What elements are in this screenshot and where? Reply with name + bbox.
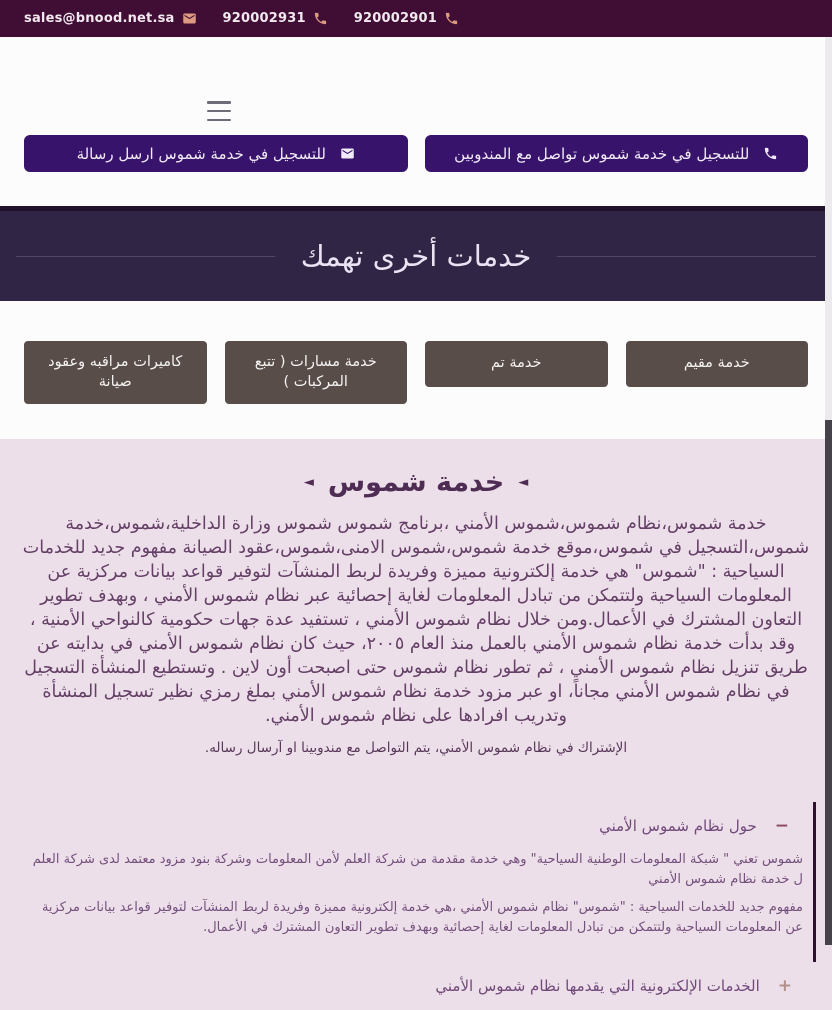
accordion-title-eservices: الخدمات الإلكترونية التي يقدمها نظام شموس الأمني [435,977,760,996]
accordion-body-about [16,846,813,958]
shomoos-section [0,439,832,1010]
service-button-masarat[interactable]: خدمة مسارات ( تتبع المركبات ) [225,341,408,404]
shomoos-subscribe-note: الإشتراك في نظام شموس الأمني، يتم التواصل مع مندوبينا او آرسال رساله. [204,740,628,757]
collapse-minus-icon: − [774,816,789,837]
email-text: sales@bnood.net.sa [24,11,175,26]
other-services-section [0,206,832,301]
accordion-about-paragraph-1: شموس تعني " شبكة المعلومات الوطنية السياحية" وهي خدمة مقدمة من شركة العلم لأمن المعلومات وشركة بنود مزود معتمد لدى شركة العلم ل خدمة نظام شموس الأمني [32,852,803,888]
register-contact-reps-label: للتسجيل في خدمة شموس تواصل مع المندوبين [454,144,750,163]
expand-plus-icon: + [777,976,792,997]
top-contact-bar [0,0,832,37]
accordion-item-about [16,802,816,962]
service-buttons-row [0,301,832,439]
faq-accordion [16,802,816,1010]
vertical-scrollbar[interactable] [825,37,832,945]
service-button-tamm[interactable]: خدمة تم [425,341,608,387]
triangle-marker-icon: ◄ [518,475,529,491]
heading-rule-left [16,256,275,257]
service-button-cameras[interactable]: كاميرات مراقبه وعقود صيانة [24,341,207,404]
email-contact[interactable] [24,11,197,26]
cta-button-row [0,115,832,206]
register-send-message-label: للتسجيل في خدمة شموس ارسل رسالة [76,144,326,163]
accordion-header-about[interactable] [16,806,813,846]
phone-secondary[interactable] [354,11,459,26]
other-services-title: خدمات أخرى تهمك [300,239,532,273]
accordion-about-paragraph-2: مفهوم جديد للخدمات السياحية : "شموس" نظام شموس الأمني ،هي خدمة إلكترونية مميزة وفريدة لربط المنشآت لتوفير قواعد بيانات مركزية عن المعلومات السياحية ولتتمكن من تبادل المعلومات لغاية إحصائية وبهدف تطوير التعاون المشترك في الأعمال. [41,900,803,936]
service-button-muqeem[interactable]: خدمة مقيم [626,341,809,387]
accordion-header-eservices[interactable] [16,966,816,1006]
scrollbar-thumb[interactable] [825,420,832,945]
accordion-title-about: حول نظام شموس الأمني [599,817,757,836]
phone-icon [313,11,328,26]
accordion-item-eservices [16,962,816,1010]
shomoos-title: خدمة شموس [327,467,505,499]
site-header [0,37,832,115]
phone-primary-text: 920002931 [222,11,306,26]
phone-icon [444,11,459,26]
hamburger-menu-icon[interactable] [207,101,231,121]
envelope-icon [182,11,197,26]
shomoos-title-row [0,467,832,498]
register-contact-reps-button[interactable] [425,135,809,172]
register-send-message-button[interactable] [24,135,408,172]
phone-primary[interactable] [223,11,328,26]
envelope-icon [340,146,355,161]
shomoos-description: خدمة شموس،نظام شموس،شموس الأمني ،برنامج شموس شموس وزارة الداخلية،شموس،خدمة شموس،التسجيل في شموس،موقع خدمة شموس،شموس الامنى،شموس،عقود الصيانة مفهوم جديد للخدمات السياحية : "شموس" هي خدمة إلكترونية مميزة وفريدة لربط المنشآت لتوفير قواعد بيانات مركزية عن المعلومات السياحية ولتتمكن من تبادل المعلومات لغاية إحصائية عبر نظام شموس الأمني ، وبهدف تطوير التعاون المشترك في الأعمال.ومن خلال نظام شموس الأمني ، تستفيد عدة جهات حكومية كالنواحي الأمنية ، وقد بدأت خدمة نظام شموس الأمني بالعمل منذ العام ٢٠٠٥، حيث كان نظام شموس الأمني في بدايته عن طريق تنزيل نظام شموس الأمني ، ثم تطور نظام شموس حتى اصبحت أون لاين . وتستطيع المنشأة التسجيل في نظام شموس الأمني مجاناً، او عبر مزود خدمة نظام شموس الأمني بملغ رمزي نظير تسجيل المنشأة وتدريب افرادها على نظام شموس الأمني. [22,514,810,727]
phone-secondary-text: 920002901 [353,11,437,26]
phone-icon [763,146,778,161]
triangle-marker-icon: ◄ [303,475,314,491]
heading-rule-right [557,256,816,257]
